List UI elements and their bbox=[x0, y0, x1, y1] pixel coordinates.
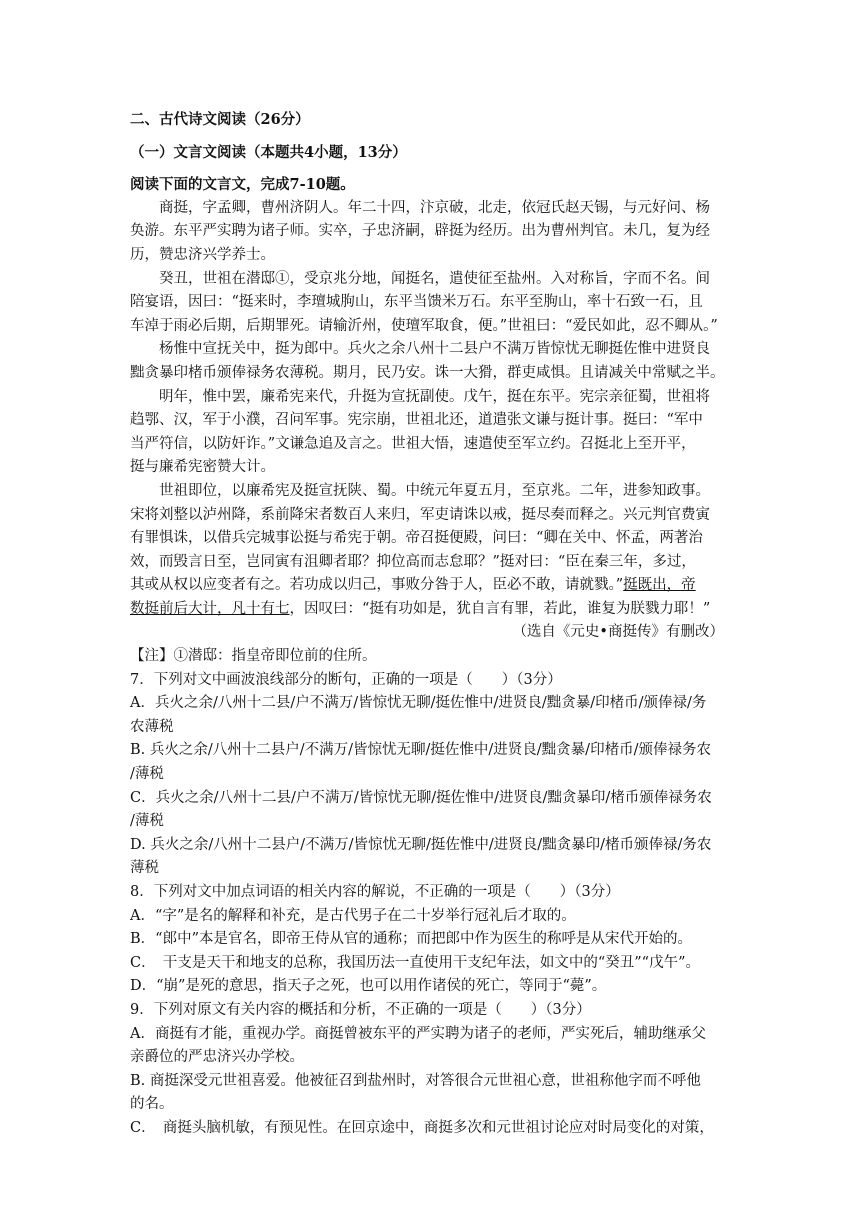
passage-line: 黜贪暴印楮币颁俸禄务农薄税。期月，民乃安。诛一大猾，群吏咸惧。且请减关中常赋之半。 bbox=[130, 364, 725, 381]
passage bbox=[130, 197, 730, 645]
passage-line: 宋将刘整以泸州降，系前降宋者数百人来归，军吏请诛以戒，挺尽奏而释之。兴元判官费寅 bbox=[130, 506, 710, 523]
subsection-heading: （一）文言文阅读（本题共4小题，13分） bbox=[130, 143, 407, 161]
passage-line: 当严符信，以防奸诈。”文谦急追及言之。世祖大悟，速遣使至军立约。召挺北上至开平， bbox=[130, 435, 696, 452]
passage-line bbox=[130, 574, 730, 598]
passage-line: 癸丑，世祖在潜邸①，受京兆分地，闻挺名，遣使征至盐州。入对称旨，字而不名。间 bbox=[159, 270, 710, 287]
passage-text: ，因叹曰：“挺有功如是，犹自言有罪，若此，谁复为朕戮力耶！” bbox=[289, 600, 711, 617]
passage-line: 挺与廉希宪密赞大计。 bbox=[130, 459, 275, 476]
option-a-cont: 亲爵位的严忠济兴办学校。 bbox=[130, 1049, 304, 1066]
passage-line: 陪宴语，因曰：“挺来时，李璮城朐山，东平当馈米万石。东平至朐山，率十石致一石，且 bbox=[130, 294, 703, 311]
passage-line: 效，而毁言日至，岂同寅有沮卿者耶？抑位高而志怠耶？”挺对曰：“臣在秦三年，多过， bbox=[130, 553, 696, 570]
option-d-cont: 薄税 bbox=[130, 860, 159, 877]
option-b-cont: /薄税 bbox=[130, 766, 164, 783]
annotation-note: 【注】①潜邸：指皇帝即位前的住所。 bbox=[130, 648, 377, 665]
question-stem: 9．下列对原文有关内容的概括和分析，不正确的一项是（ ）（3分） bbox=[130, 1001, 591, 1018]
option-a-cont: 农薄税 bbox=[130, 718, 174, 735]
passage-line bbox=[130, 598, 730, 622]
passage-line: 杨惟中宣抚关中，挺为郎中。兵火之余八州十二县户不满万皆惊忧无聊挺佐惟中进贤良 bbox=[159, 341, 710, 358]
passage-source: （选自《元史•商挺传》有删改） bbox=[512, 624, 724, 641]
passage-line: 历，赞忠济兴学养士。 bbox=[130, 246, 275, 263]
option-a: A．兵火之余/八州十二县/户不满万/皆惊忧无聊/挺佐惟中/进贤良/黜贪暴/印楮币/颁俸禄/务 bbox=[130, 695, 707, 712]
instruction-text: 阅读下面的文言文，完成7-10题。 bbox=[130, 176, 355, 194]
option-d: D．“崩”是死的意思，指天子之死，也可以用作诸侯的死亡，等同于“薨”。 bbox=[130, 978, 607, 995]
question-8 bbox=[130, 881, 730, 999]
passage-line: 明年，惟中罢，廉希宪来代，升挺为宣抚副使。戊午，挺在东平。宪宗亲征蜀，世祖将 bbox=[159, 388, 710, 405]
option-a: A．商挺有才能，重视办学。商挺曾被东平的严实聘为诸子的老师，严实死后，辅助继承父 bbox=[130, 1025, 706, 1042]
option-b: B．“郎中”本是官名，即帝王侍从官的通称；而把郎中作为医生的称呼是从宋代开始的。 bbox=[130, 931, 692, 948]
option-c-cont: /薄税 bbox=[130, 813, 164, 830]
question-7 bbox=[130, 669, 730, 881]
option-b-cont: 的名。 bbox=[130, 1096, 174, 1113]
document-page bbox=[130, 108, 730, 1141]
option-c: C． 干支是天干和地支的总称，我国历法一直使用干支纪年法，如文中的“癸丑”“戊午”。 bbox=[130, 954, 700, 971]
passage-line: 趋鄂、汉，军于小濮，召问军事。宪宗崩，世祖北还，道遣张文谦与挺计事。挺曰：“军中 bbox=[130, 412, 703, 429]
section-heading: 二、古代诗文阅读（26分） bbox=[130, 111, 310, 128]
option-c: C． 商挺头脑机敏，有预见性。在回京途中，商挺多次和元世祖讨论应对时局变化的对策， bbox=[130, 1119, 714, 1136]
option-b: B. 商挺深受元世祖喜爱。他被征召到盐州时，对答很合元世祖心意，世祖称他字而不呼他 bbox=[130, 1072, 701, 1089]
option-a: A．“字”是名的解释和补充，是古代男子在二十岁举行冠礼后才取的。 bbox=[130, 907, 576, 924]
passage-line: 奂游。东平严实聘为诸子师。实卒，子忠济嗣，辟挺为经历。出为曹州判官。未几，复为经 bbox=[130, 223, 710, 240]
question-stem: 8．下列对文中加点词语的相关内容的解说，不正确的一项是（ ）（3分） bbox=[130, 884, 620, 900]
question-stem: 7．下列对文中画波浪线部分的断句，正确的一项是（ ）（3分） bbox=[130, 671, 562, 688]
underlined-text: 数挺前后大计，凡十有七 bbox=[130, 600, 290, 617]
passage-line: 商挺，字孟卿，曹州济阴人。年二十四，汴京破，北走，依冠氏赵天锡，与元好问、杨 bbox=[159, 199, 710, 216]
passage-text: 其或从权以应变者有之。若功成以归己，事败分咎于人，臣必不敢，请就戮。” bbox=[130, 577, 624, 594]
passage-line: 车淖于雨必后期，后期罪死。请输沂州，使璮军取食，便。”世祖曰：“爱民如此，忍不卿从。” bbox=[130, 317, 718, 334]
option-b: B. 兵火之余/八州十二县户/不满万/皆惊忧无聊/挺佐惟中/进贤良/黜贪暴/印楮币/颁俸禄务农 bbox=[130, 742, 711, 759]
option-c: C．兵火之余/八州十二县/户不满万/皆惊忧无聊/挺佐惟中/进贤良/黜贪暴印/楮币颁俸禄务农 bbox=[130, 789, 712, 806]
option-d: D. 兵火之余/八州十二县户/不满万/皆惊忧无聊/挺佐惟中/进贤良/黜贪暴印/楮币颁俸禄/务农 bbox=[130, 836, 712, 853]
passage-line: 有罪惧诛，以借兵完城事讼挺与希宪于朝。帝召挺便殿，问曰：“卿在关中、怀孟，两著治 bbox=[130, 530, 703, 547]
question-9 bbox=[130, 999, 730, 1141]
passage-line: 世祖即位，以廉希宪及挺宣抚陕、蜀。中统元年夏五月，至京兆。二年，进参知政事。 bbox=[159, 482, 710, 499]
underlined-text: 挺既出，帝 bbox=[623, 577, 696, 594]
